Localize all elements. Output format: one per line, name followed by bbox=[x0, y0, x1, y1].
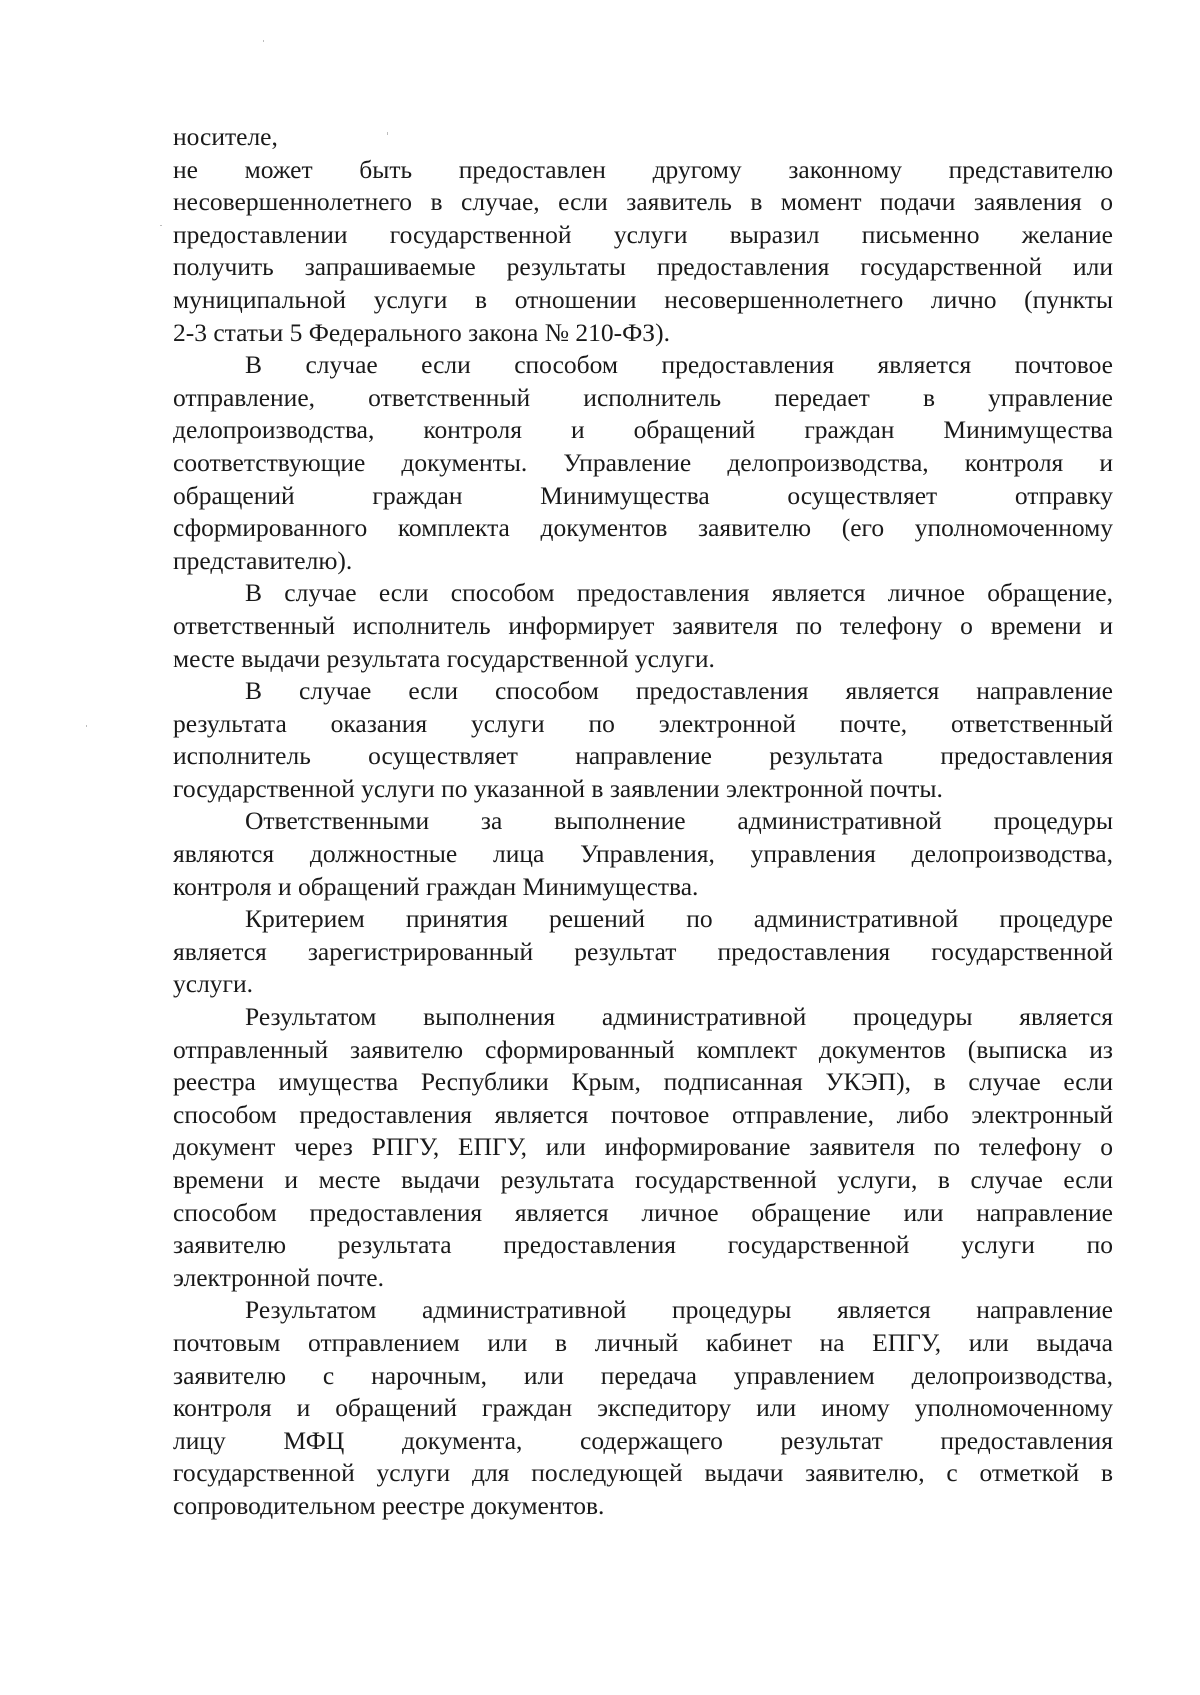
text-line: предоставлении государственной услуги выразил письменно желание bbox=[173, 219, 1113, 249]
scan-artifact bbox=[263, 40, 264, 42]
text-line: соответствующие документы. Управление делопроизводства, контроля и bbox=[173, 447, 1113, 477]
text-line: месте выдачи результата государственной услуги. bbox=[173, 643, 715, 673]
text-line: способом предоставления является личное обращение или направление bbox=[173, 1197, 1113, 1227]
text-line: Результатом административной процедуры является направление bbox=[245, 1295, 1113, 1325]
text-line: услуги. bbox=[173, 969, 254, 999]
text-line: государственной услуги для последующей выдачи заявителю, с отметкой в bbox=[173, 1458, 1113, 1488]
text-line: В случае если способом предоставления является личное обращение, bbox=[245, 578, 1113, 608]
text-line: сопроводительном реестре документов. bbox=[173, 1490, 605, 1520]
text-line: лицу МФЦ документа, содержащего результат предоставления bbox=[173, 1425, 1113, 1455]
text-line: обращений граждан Минимущества осуществляет отправку bbox=[173, 480, 1113, 510]
text-line: делопроизводства, контроля и обращений граждан Минимущества bbox=[173, 415, 1113, 445]
text-line: исполнитель осуществляет направление результата предоставления bbox=[173, 741, 1113, 771]
text-line: контроля и обращений граждан Минимущества. bbox=[173, 871, 699, 901]
text-line: Результатом выполнения административной процедуры является bbox=[245, 1002, 1113, 1032]
text-line: способом предоставления является почтовое отправление, либо электронный bbox=[173, 1099, 1113, 1129]
text-line: сформированного комплекта документов заявителю (его уполномоченному bbox=[173, 513, 1113, 543]
text-line: ответственный исполнитель информирует заявителя по телефону о времени и bbox=[173, 610, 1113, 640]
text-line: являются должностные лица Управления, управления делопроизводства, bbox=[173, 839, 1113, 869]
text-line: отправленный заявителю сформированный комплект документов (выписка из bbox=[173, 1034, 1113, 1064]
text-line: контроля и обращений граждан экспедитору или иному уполномоченному bbox=[173, 1393, 1113, 1423]
text-line: реестра имущества Республики Крым, подписанная УКЭП), в случае если bbox=[173, 1067, 1113, 1097]
text-line: носителе, bbox=[173, 122, 278, 151]
scan-artifact bbox=[86, 725, 87, 727]
text-line: В случае если способом предоставления является почтовое bbox=[245, 350, 1113, 380]
text-line: отправление, ответственный исполнитель передает в управление bbox=[173, 382, 1113, 412]
text-line: несовершеннолетнего в случае, если заявитель в момент подачи заявления о bbox=[173, 187, 1113, 217]
text-line: муниципальной услуги в отношении несовершеннолетнего лично (пункты bbox=[173, 284, 1113, 314]
text-line: времени и месте выдачи результата государственной услуги, в случае если bbox=[173, 1165, 1113, 1194]
document-body bbox=[173, 121, 1113, 1523]
text-line: документ через РПГУ, ЕПГУ, или информирование заявителя по телефону о bbox=[173, 1132, 1113, 1162]
text-line: представителю). bbox=[173, 545, 353, 575]
text-line: получить запрашиваемые результаты предоставления государственной или bbox=[173, 252, 1113, 282]
text-line: электронной почте. bbox=[173, 1262, 384, 1292]
text-line: почтовым отправлением или в личный кабинет на ЕПГУ, или выдача bbox=[173, 1327, 1113, 1357]
text-line: государственной услуги по указанной в заявлении электронной почты. bbox=[173, 773, 943, 803]
text-line: Критерием принятия решений по административной процедуре bbox=[245, 904, 1113, 934]
text-line: Ответственными за выполнение административной процедуры bbox=[245, 806, 1113, 836]
text-line: заявителю результата предоставления государственной услуги по bbox=[173, 1230, 1113, 1260]
text-line: результата оказания услуги по электронной почте, ответственный bbox=[173, 708, 1113, 738]
text-line: 2-3 статьи 5 Федерального закона № 210-ФЗ). bbox=[173, 317, 670, 347]
text-line: заявителю с нарочным, или передача управлением делопроизводства, bbox=[173, 1360, 1113, 1390]
text-line: В случае если способом предоставления является направление bbox=[245, 676, 1113, 706]
scan-artifact bbox=[160, 225, 162, 226]
text-line: не может быть предоставлен другому законному представителю bbox=[173, 154, 1113, 184]
text-line: является зарегистрированный результат предоставления государственной bbox=[173, 936, 1113, 966]
